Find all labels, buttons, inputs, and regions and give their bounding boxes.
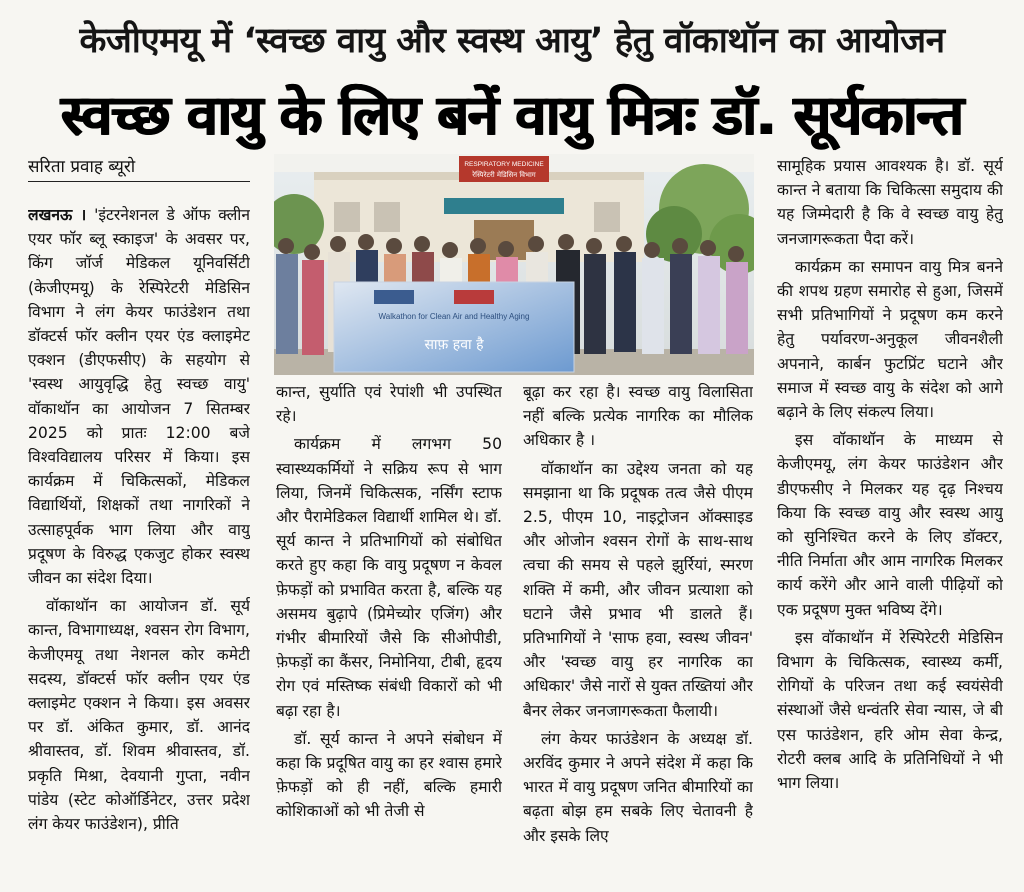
paragraph: वॉकाथॉन का आयोजन डॉ. सूर्य कान्त, विभागाध्यक्ष, श्वसन रोग विभाग, केजीएमयू तथा नेशनल कोर कमेटी सदस्य, डॉक्टर्स फॉर क्लीन एयर एंड क्लाइमेट एक्शन ने किया। इस अवसर पर डॉ. अंकित कुमार, डॉ. आनंद श्रीवास्तव, डॉ. शिवम श्रीवास्तव, डॉ. प्रकृति मिश्रा, देवयानी गुप्ता, नवीन पांडेय (स्टेट कोऑर्डिनेटर, उत्तर प्रदेश लंग केयर फाउंडेशन), प्रीति	[28, 597, 250, 834]
event-photo	[274, 154, 754, 375]
article-column-4	[777, 154, 1003, 889]
paragraph: कान्त, सुर्याति एवं रेपांशी भी उपस्थित रहे।	[276, 383, 502, 426]
kicker-headline: केजीएमयू में ‘स्वच्छ वायु और स्वस्थ आयु’ हेतु वॉकाथॉन का आयोजन	[79, 21, 945, 61]
dateline: लखनऊ ।	[28, 206, 87, 224]
paragraph: बूढ़ा कर रहा है। स्वच्छ वायु विलासिता नहीं बल्कि प्रत्येक नागरिक का मौलिक अधिकार है ।	[523, 383, 753, 450]
article-column-2	[276, 380, 502, 889]
paragraph: इस वॉकाथॉन में रेस्पिरेटरी मेडिसिन विभाग के चिकित्सक, स्वास्थ्य कर्मी, रोगियों के परिजन तथा कई स्वयंसेवी संस्थाओं जैसे धन्वंतरि सेवा न्यास, जे बी एस फाउंडेशन, हरि ओम सेवा केन्द्र, रोटरी क्लब आदि के प्रतिनिधियों ने भी भाग लिया।	[777, 628, 1003, 793]
paragraph: डॉ. सूर्य कान्त ने अपने संबोधन में कहा कि प्रदूषित वायु का हर श्वास हमारे फ़ेफड़ों को ही नहीं, बल्कि हमारी कोशिकाओं को भी तेजी से	[276, 729, 502, 821]
banner-text: Walkathon for Clean Air and Healthy Aging	[378, 312, 530, 321]
paragraph-text: 'इंटरनेशनल डे ऑफ क्लीन एयर फॉर ब्लू स्काइज' के अवसर पर, किंग जॉर्ज मेडिकल यूनिवर्सिटी (केजीएमयू) के रेस्पिरेटरी मेडिसिन विभाग ने लंग केयर फाउंडेशन तथा डॉक्टर्स फॉर क्लीन एयर एंड क्लाइमेट एक्शन (डीएफसीए) के सहयोग से 'स्वस्थ आयुवृद्धि हेतु स्वच्छ वायु' वॉकाथॉन का आयोजन 7 सितम्बर 2025 को प्रातः 12:00 बजे विश्वविद्यालय परिसर में किया। इस कार्यक्रम में चिकित्सकों, मेडिकल विद्यार्थियों, शिक्षकों तथा नागरिकों ने उत्साहपूर्वक भाग लिया और वायु प्रदूषण के विरुद्ध एकजुट होकर स्वस्थ जीवन का संदेश दिया।	[28, 206, 250, 588]
building-sign-hindi: रेस्पिरेटरी मेडिसिन विभाग	[472, 171, 536, 179]
paragraph: इस वॉकाथॉन के माध्यम से केजीएमयू, लंग केयर फाउंडेशन और डीएफसीए ने मिलकर यह दृढ़ निश्चय किया कि स्वच्छ वायु और स्वस्थ आयु को सुनिश्चित करने के लिए डॉक्टर, नीति निर्माता और आम नागरिक मिलकर कार्य करेंगे और आने वाली पीढ़ियों को एक प्रदूषण मुक्त भविष्य देंगे।	[777, 431, 1003, 619]
paragraph: वॉकाथॉन का उद्देश्य जनता को यह समझाना था कि प्रदूषक तत्व जैसे पीएम 2.5, पीएम 10, नाइट्रोजन ऑक्साइड और ओजोन श्वसन रोगों के साथ-साथ त्वचा की समय से पहले झुर्रियां, स्मरण शक्ति में कमी, और जीवन प्रत्याशा को घटाने जैसे प्रभाव भी डालते हैं। प्रतिभागियों ने 'साफ हवा, स्वस्थ जीवन' और 'स्वच्छ वायु हर नागरिक का अधिकार' जैसे नारों से युक्त तख्तियां और बैनर लेकर जनजागरूकता फैलायी।	[523, 459, 753, 720]
paragraph: कार्यक्रम का समापन वायु मित्र बनने की शपथ ग्रहण समारोह से हुआ, जिसमें सभी प्रतिभागियों ने प्रदूषण कम करने हेतु पर्यावरण-अनुकूल जीवनशैली अपनाने, कार्बन फुटप्रिंट घटाने और समाज में स्वच्छ वायु के संदेश को आगे बढ़ाने के लिए संकल्प लिया।	[777, 257, 1003, 422]
event-photo-illustration	[274, 154, 754, 375]
paragraph: कार्यक्रम में लगभग 50 स्वास्थ्यकर्मियों ने सक्रिय रूप से भाग लिया, जिनमें चिकित्सक, नर्सिंग स्टाफ और पैरामेडिकल विद्यार्थी शामिल थे। डॉ. सूर्य कान्त ने प्रतिभागियों को संबोधित करते हुए कहा कि वायु प्रदूषण न केवल फ़ेफड़ों को प्रभावित करता है, बल्कि यह असमय बुढ़ापे (प्रिमेच्योर एजिंग) और गंभीर बीमारियों जैसे कि सीओपीडी, फ़ेफड़ों का कैंसर, निमोनिया, टीबी, हृदय रोग एवं मस्तिष्क संबंधी विकारों को भी बढ़ा रहा है।	[276, 435, 502, 720]
paragraph: लंग केयर फाउंडेशन के अध्यक्ष डॉ. अरविंद कुमार ने अपने संदेश में कहा कि भारत में वायु प्रदूषण जनित बीमारियों का बढ़ता बोझ हम सबके लिए चेतावनी है और इसके लिए	[523, 729, 753, 845]
article-column-1	[28, 203, 250, 889]
paragraph: सामूहिक प्रयास आवश्यक है। डॉ. सूर्य कान्त ने बताया कि चिकित्सा समुदाय की यह जिम्मेदारी है कि वे स्वच्छ वायु हेतु जनजागरूकता पैदा करें।	[777, 157, 1003, 248]
banner-hindi-text: साफ़ हवा है	[424, 337, 484, 353]
main-headline: स्वच्छ वायु के लिए बनें वायु मित्रः डॉ. सूर्यकान्त	[61, 83, 963, 147]
article-column-3	[523, 380, 753, 889]
building-sign-text: RESPIRATORY MEDICINE	[464, 161, 544, 168]
byline: सरिता प्रवाह ब्यूरो	[28, 154, 250, 182]
paragraph	[28, 203, 250, 590]
